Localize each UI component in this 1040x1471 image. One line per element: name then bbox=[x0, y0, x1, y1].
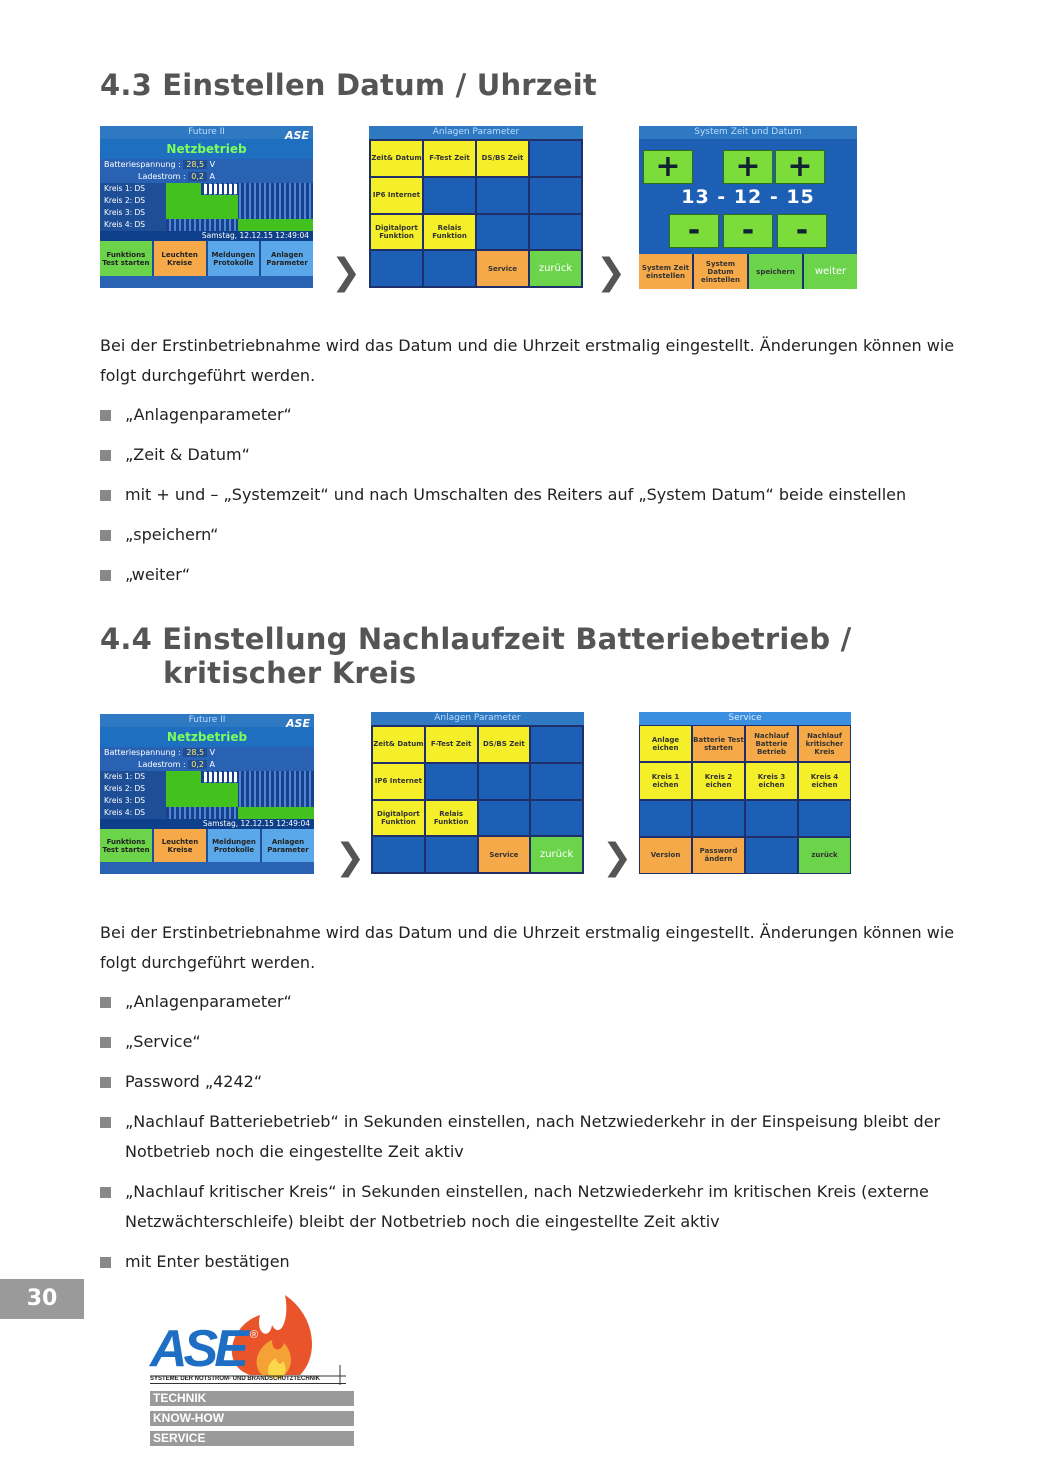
weiter-button: weiter bbox=[804, 254, 857, 289]
circuit-row: Kreis 4: DS bbox=[100, 807, 314, 819]
anlagen-parameter-button: Anlagen Parameter bbox=[261, 241, 313, 276]
anlagen-grid bbox=[371, 725, 584, 874]
funktionstest-button: Funktions Test starten bbox=[100, 241, 154, 276]
mode-label: Netzbetrieb bbox=[100, 727, 314, 747]
section-heading-4-4: 4.4 Einstellung Nachlaufzeit Batteriebetrieb / kritischer Kreis bbox=[100, 622, 852, 690]
f-test-zeit-cell: F-Test Zeit bbox=[426, 727, 477, 762]
screenshot-anlagen-parameter bbox=[371, 712, 584, 874]
current-row: Ladestrom : 0,2 A bbox=[100, 171, 313, 183]
list-item: mit + und – „Systemzeit“ und nach Umschalten des Reiters auf „System Datum“ beide einstellen bbox=[100, 480, 960, 510]
nachlauf-batterie-cell: Nachlauf Batterie Betrieb bbox=[746, 726, 797, 761]
kreis1-eichen-cell: Kreis 1 eichen bbox=[640, 763, 691, 798]
empty-cell bbox=[477, 178, 528, 213]
list-item: „speichern“ bbox=[100, 520, 960, 550]
list-item: „Anlagenparameter“ bbox=[100, 987, 960, 1017]
ase-logo-icon: ASE bbox=[285, 126, 309, 146]
list-item: „Anlagenparameter“ bbox=[100, 400, 960, 430]
screen-title: Future II ASE bbox=[100, 714, 314, 727]
circuit-row: Kreis 4: DS bbox=[100, 219, 313, 231]
empty-cell bbox=[424, 178, 475, 213]
list-item: mit Enter bestätigen bbox=[100, 1247, 960, 1277]
plus-button-3: + bbox=[775, 150, 825, 184]
system-datum-button: System Datum einstellen bbox=[694, 254, 747, 289]
ip6-internet-cell: IP6 Internet bbox=[371, 178, 422, 213]
empty-cell bbox=[693, 801, 744, 836]
screenshot-main-screen bbox=[100, 714, 314, 874]
relais-cell: Relais Funktion bbox=[424, 215, 475, 250]
list-item: „Nachlauf Batteriebetrieb“ in Sekunden einstellen, nach Netzwiederkehr in der Einspeisung bleibt der Notbetrieb noch die eingestellte Zeit aktiv bbox=[100, 1107, 960, 1167]
ds-bs-zeit-cell: DS/BS Zeit bbox=[477, 141, 528, 176]
empty-cell bbox=[746, 838, 797, 873]
datetime-row: Samstag, 12.12.15 12:49:04 bbox=[100, 819, 314, 829]
list-item: „Service“ bbox=[100, 1027, 960, 1057]
system-zeit-button: System Zeit einstellen bbox=[639, 254, 692, 289]
zurueck-cell: zurück bbox=[530, 251, 581, 286]
empty-cell bbox=[746, 801, 797, 836]
meldungen-button: Meldungen Protokolle bbox=[208, 241, 262, 276]
relais-cell: Relais Funktion bbox=[426, 801, 477, 836]
leuchten-kreise-button: Leuchten Kreise bbox=[154, 829, 208, 862]
minus-button-2: - bbox=[723, 214, 773, 248]
empty-cell bbox=[640, 801, 691, 836]
footer-bar: SERVICE bbox=[150, 1431, 354, 1446]
section1-intro: Bei der Erstinbetriebnahme wird das Datum und die Uhrzeit erstmalig eingestellt. Änderungen können wie folgt durchgeführt werden. bbox=[100, 336, 955, 385]
zeit-buttons bbox=[639, 254, 857, 289]
ase-logo bbox=[150, 1285, 360, 1455]
list-item: Password „4242“ bbox=[100, 1067, 960, 1097]
section2-steps bbox=[100, 987, 960, 1287]
kreis4-eichen-cell: Kreis 4 eichen bbox=[799, 763, 850, 798]
password-cell: Password ändern bbox=[693, 838, 744, 873]
zurueck-cell: zurück bbox=[799, 838, 850, 873]
f-test-zeit-cell: F-Test Zeit bbox=[424, 141, 475, 176]
ds-bs-zeit-cell: DS/BS Zeit bbox=[479, 727, 530, 762]
logo-wordmark: ASE bbox=[150, 1320, 245, 1378]
anlage-eichen-cell: Anlage eichen bbox=[640, 726, 691, 761]
screenshot-main-screen bbox=[100, 126, 313, 288]
minus-button-1: - bbox=[669, 214, 719, 248]
battery-row: Batteriespannung : 28,5 V bbox=[100, 747, 314, 759]
screen-title: System Zeit und Datum bbox=[639, 126, 857, 139]
empty-cell bbox=[373, 837, 424, 872]
list-item: „Nachlauf kritischer Kreis“ in Sekunden einstellen, nach Netzwiederkehr im kritischen Kreis (externe Netzwächterschleife) bleibt der Notbetrieb noch die eingestellte Zeit aktiv bbox=[100, 1177, 960, 1237]
empty-cell bbox=[531, 727, 582, 762]
digitalport-cell: Digitalport Funktion bbox=[373, 801, 424, 836]
empty-cell bbox=[530, 141, 581, 176]
meldungen-button: Meldungen Protokolle bbox=[208, 829, 262, 862]
batterie-test-cell: Batterie Test starten bbox=[693, 726, 744, 761]
anlagen-parameter-button: Anlagen Parameter bbox=[262, 829, 314, 862]
anlagen-grid bbox=[369, 139, 583, 288]
funktionstest-button: Funktions Test starten bbox=[100, 829, 154, 862]
empty-cell bbox=[426, 764, 477, 799]
circuit-row: Kreis 2: DS bbox=[100, 783, 314, 795]
screenshot-anlagen-parameter bbox=[369, 126, 583, 288]
leuchten-kreise-button: Leuchten Kreise bbox=[154, 241, 208, 276]
empty-cell bbox=[530, 178, 581, 213]
date-display: 13 - 12 - 15 bbox=[681, 186, 815, 208]
empty-cell bbox=[424, 251, 475, 286]
mode-label: Netzbetrieb bbox=[100, 139, 313, 159]
empty-cell bbox=[479, 764, 530, 799]
plus-button-1: + bbox=[643, 150, 693, 184]
arrow-icon: ❯ bbox=[331, 252, 362, 293]
zeit-datum-cell: Zeit& Datum bbox=[371, 141, 422, 176]
nachlauf-kritisch-cell: Nachlauf kritischer Kreis bbox=[799, 726, 850, 761]
page-number: 30 bbox=[0, 1279, 84, 1319]
circuit-row: Kreis 3: DS bbox=[100, 795, 314, 807]
ase-logo-icon: ASE bbox=[286, 714, 310, 734]
empty-cell bbox=[531, 801, 582, 836]
datetime-row: Samstag, 12.12.15 12:49:04 bbox=[100, 231, 313, 241]
current-row: Ladestrom : 0,2 A bbox=[100, 759, 314, 771]
zurueck-cell: zurück bbox=[531, 837, 582, 872]
empty-cell bbox=[371, 251, 422, 286]
circuit-row: Kreis 1: DS bbox=[100, 771, 314, 783]
kreis2-eichen-cell: Kreis 2 eichen bbox=[693, 763, 744, 798]
minus-button-3: - bbox=[777, 214, 827, 248]
main-buttons bbox=[100, 241, 313, 276]
plus-button-2: + bbox=[723, 150, 773, 184]
section1-steps bbox=[100, 400, 960, 600]
screenshot-service bbox=[639, 712, 851, 874]
footer-bar: TECHNIK bbox=[150, 1391, 354, 1406]
list-item: „Zeit & Datum“ bbox=[100, 440, 960, 470]
empty-cell bbox=[530, 215, 581, 250]
service-cell: Service bbox=[477, 251, 528, 286]
kreis3-eichen-cell: Kreis 3 eichen bbox=[746, 763, 797, 798]
screen-title: Service bbox=[639, 712, 851, 725]
service-cell: Service bbox=[479, 837, 530, 872]
circuit-row: Kreis 2: DS bbox=[100, 195, 313, 207]
screen-title: Anlagen Parameter bbox=[369, 126, 583, 139]
speichern-button: speichern bbox=[749, 254, 802, 289]
circuit-row: Kreis 3: DS bbox=[100, 207, 313, 219]
battery-row: Batteriespannung : 28,5 V bbox=[100, 159, 313, 171]
arrow-icon: ❯ bbox=[596, 252, 627, 293]
list-item: „weiter“ bbox=[100, 560, 960, 590]
service-grid bbox=[639, 725, 851, 874]
empty-cell bbox=[479, 801, 530, 836]
logo-tagline: SYSTEME DER NOTSTROM- UND BRANDSCHUTZTECHNIK bbox=[150, 1376, 346, 1384]
version-cell: Version bbox=[640, 838, 691, 873]
screenshot-system-zeit-datum bbox=[639, 126, 857, 289]
empty-cell bbox=[426, 837, 477, 872]
zeit-datum-cell: Zeit& Datum bbox=[373, 727, 424, 762]
main-buttons bbox=[100, 829, 314, 862]
footer-bar: KNOW-HOW bbox=[150, 1411, 354, 1426]
screen-title: Anlagen Parameter bbox=[371, 712, 584, 725]
circuit-row: Kreis 1: DS bbox=[100, 183, 313, 195]
digitalport-cell: Digitalport Funktion bbox=[371, 215, 422, 250]
section2-intro: Bei der Erstinbetriebnahme wird das Datum und die Uhrzeit erstmalig eingestellt. Änderungen können wie folgt durchgeführt werden. bbox=[100, 923, 955, 972]
arrow-icon: ❯ bbox=[602, 837, 633, 878]
registered-mark: ® bbox=[250, 1329, 259, 1341]
screen-title: Future II ASE bbox=[100, 126, 313, 139]
section-heading-4-3: 4.3 Einstellen Datum / Uhrzeit bbox=[100, 68, 597, 102]
arrow-icon: ❯ bbox=[335, 837, 366, 878]
empty-cell bbox=[799, 801, 850, 836]
empty-cell bbox=[477, 215, 528, 250]
empty-cell bbox=[531, 764, 582, 799]
ip6-internet-cell: IP6 Internet bbox=[373, 764, 424, 799]
